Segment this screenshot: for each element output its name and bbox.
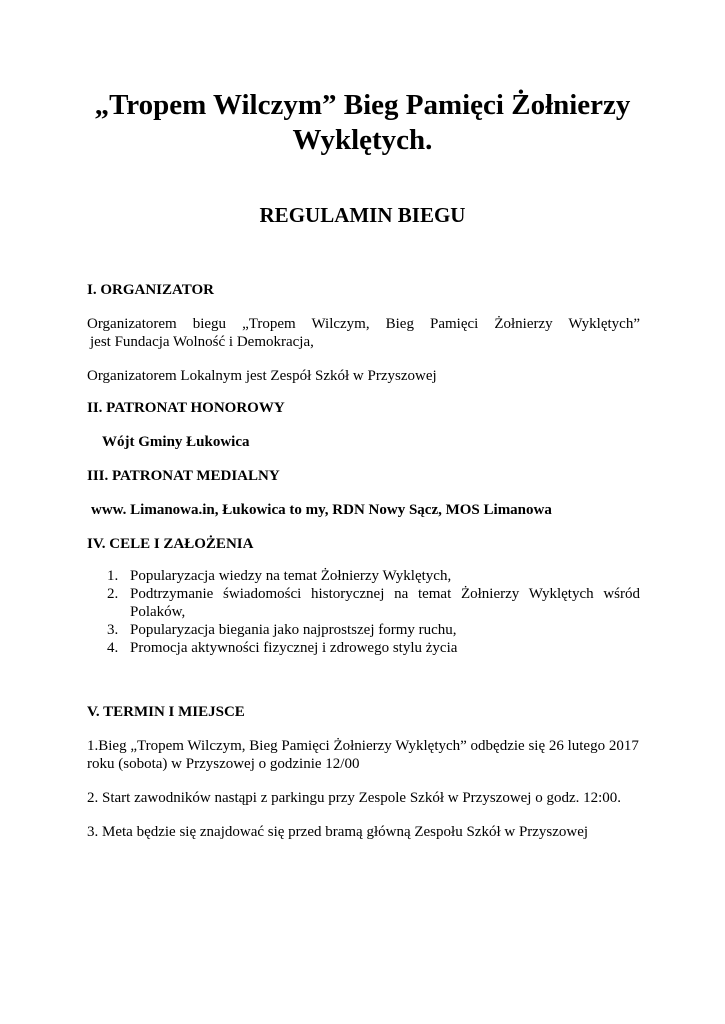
list-item-text: Popularyzacja wiedzy na temat Żołnierzy Wyklętych, <box>130 568 452 584</box>
organizer-paragraph-line1: Organizatorem biegu „Tropem Wilczym, Bieg Pamięci Żołnierzy Wyklętych” <box>87 316 640 332</box>
honorary-patron-name: Wójt Gminy Łukowica <box>102 434 250 450</box>
date-place-paragraph1-line1: 1.Bieg „Tropem Wilczym, Bieg Pamięci Żołnierzy Wyklętych” odbędzie się 26 lutego 2017 <box>87 738 639 754</box>
section-heading-organizer: I. ORGANIZATOR <box>87 282 214 298</box>
list-item <box>107 639 640 657</box>
date-place-paragraph1-line2: roku (sobota) w Przyszowej o godzinie 12/00 <box>87 756 360 772</box>
document-subtitle: REGULAMIN BIEGU <box>259 203 466 227</box>
list-item-body <box>130 585 640 621</box>
section-heading-honorary-patronage: II. PATRONAT HONOROWY <box>87 400 285 416</box>
list-item <box>107 621 640 639</box>
list-item-text: Promocja aktywności fizycznej i zdrowego stylu życia <box>130 640 458 656</box>
section-heading-goals: IV. CELE I ZAŁOŻENIA <box>87 536 254 552</box>
list-item-number: 3. <box>107 622 119 638</box>
section-heading-date-place: V. TERMIN I MIEJSCE <box>87 704 245 720</box>
list-item-text-line2: Polaków, <box>130 604 186 620</box>
list-item-text-line1: Podtrzymanie świadomości historycznej na temat Żołnierzy Wyklętych wśród <box>130 586 640 602</box>
date-place-paragraph2: 2. Start zawodników nastąpi z parkingu przy Zespole Szkół w Przyszowej o godz. 12:00. <box>87 790 622 806</box>
date-place-paragraph3: 3. Meta będzie się znajdować się przed bramą główną Zespołu Szkół w Przyszowej <box>87 824 589 840</box>
list-item-text: Popularyzacja biegania jako najprostszej formy ruchu, <box>130 622 457 638</box>
goals-list <box>107 567 640 657</box>
local-organizer-paragraph: Organizatorem Lokalnym jest Zespół Szkół w Przyszowej <box>87 368 437 384</box>
document-title: „Tropem Wilczym” Bieg Pamięci Żołnierzy Wyklętych. <box>94 89 631 156</box>
list-item <box>107 585 640 621</box>
organizer-paragraph-line2: jest Fundacja Wolność i Demokracja, <box>90 334 314 350</box>
media-patrons-list: www. Limanowa.in, Łukowica to my, RDN Nowy Sącz, MOS Limanowa <box>91 502 552 518</box>
section-heading-media-patronage: III. PATRONAT MEDIALNY <box>87 468 280 484</box>
list-item-number: 1. <box>107 568 119 584</box>
list-item <box>107 567 640 585</box>
list-item-number: 4. <box>107 640 119 656</box>
list-item-number: 2. <box>107 586 119 602</box>
